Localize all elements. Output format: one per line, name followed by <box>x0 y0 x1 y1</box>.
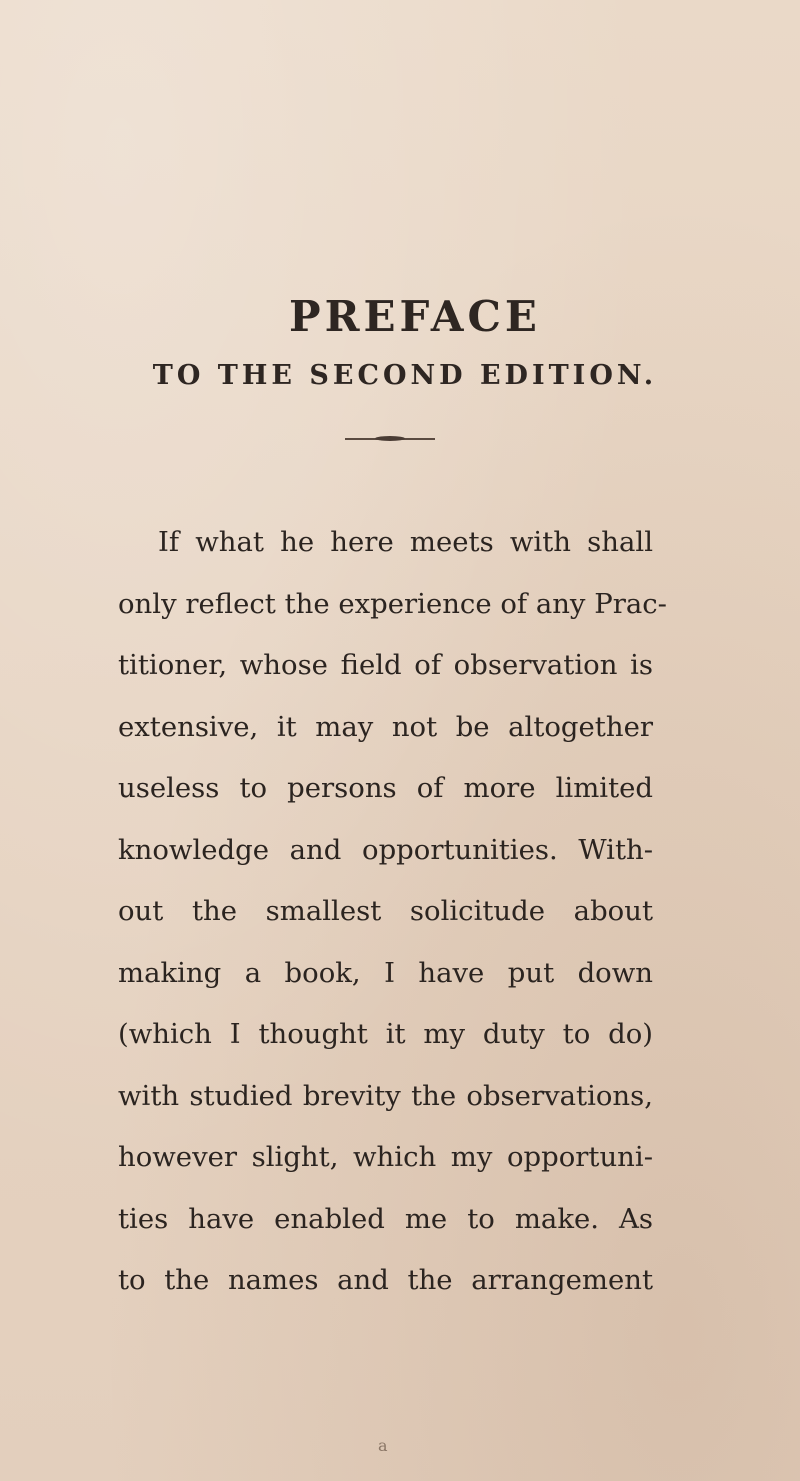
text-line: making a book, I have put down <box>118 956 653 989</box>
text-line: titioner, whose field of observation is <box>118 649 653 681</box>
text-line: with studied brevity the observations, <box>118 1079 653 1112</box>
body-text <box>118 512 667 1312</box>
text-line: out the smallest solicitude about <box>118 895 653 927</box>
text-line: (which I thought it my duty to do) <box>118 1018 653 1050</box>
text-line: only reflect the experience of any Prac- <box>118 587 667 620</box>
rule-swell <box>375 436 405 441</box>
text-line: however slight, which my opportuni- <box>118 1141 653 1173</box>
text-line: extensive, it may not be altogether <box>118 710 653 743</box>
text-line: knowledge and opportunities. With- <box>118 833 653 866</box>
text-line: ties have enabled me to make. As <box>118 1202 653 1235</box>
signature-mark: a <box>378 1436 388 1455</box>
page-title: PREFACE <box>289 292 541 341</box>
text-line: If what he here meets with shall <box>158 526 653 558</box>
ornamental-rule <box>345 436 435 442</box>
text-line: useless to persons of more limited <box>118 772 653 804</box>
page-subtitle: TO THE SECOND EDITION. <box>152 360 658 391</box>
text-line: to the names and the arrangement <box>118 1264 653 1296</box>
